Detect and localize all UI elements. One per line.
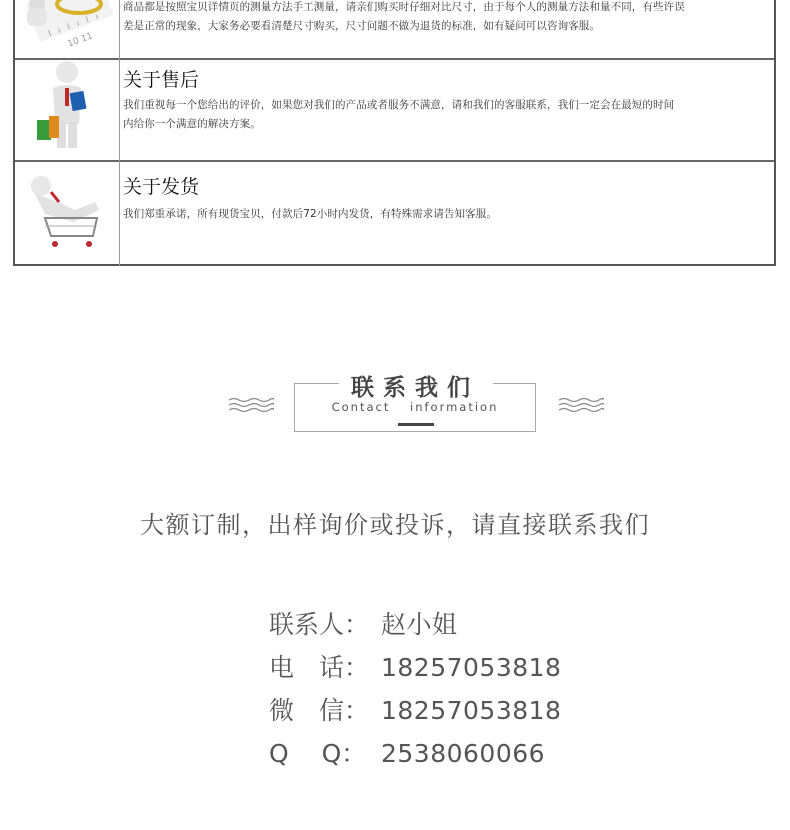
policy-text-line: 差是正常的现象，大家务必要看清楚尺寸购买，尺寸问题不做为退货的标准，如有疑问可以咨询客服。: [123, 20, 600, 32]
policy-row-shipping: [15, 160, 774, 266]
contact-line-qq: [269, 732, 561, 775]
contact-slogan: 大额订制，出样询价或投诉，请直接联系我们: [140, 511, 650, 539]
policy-title: 关于售后: [123, 69, 200, 91]
policy-text-line: 内给你一个满意的解决方案。: [123, 118, 261, 130]
contact-line-person: [269, 603, 561, 646]
contact-value[interactable]: 18257053818: [381, 696, 562, 725]
svg-text:10 11: 10 11: [66, 31, 95, 50]
contact-line-wechat: [269, 689, 561, 732]
policy-content: [123, 58, 768, 134]
contact-value[interactable]: 2538060066: [381, 739, 546, 768]
title-underline-bar: [398, 423, 434, 426]
policy-text-line: 我们郑重承诺，所有现货宝贝，付款后72小时内发货，有特殊需求请告知客服。: [123, 208, 497, 220]
cart-figure-icon: [15, 160, 120, 266]
contact-subtitle: Contact information: [331, 400, 499, 414]
contact-label: 电 话：: [269, 653, 370, 682]
policy-content: [123, 160, 768, 224]
contact-label: 微 信：: [269, 696, 370, 725]
policy-content: [123, 0, 768, 36]
contact-header: [0, 360, 790, 450]
wave-left-icon: [228, 397, 274, 413]
policy-text-line: 商品都是按照宝贝详情页的测量方法手工测量，请亲们购买时仔细对比尺寸，由于每个人的测量方法和量不同，有些许误: [123, 1, 685, 13]
contact-list: [269, 603, 561, 775]
wave-right-icon: [558, 397, 604, 413]
policy-table: [13, 0, 776, 266]
contact-label: Q Q：: [269, 739, 367, 768]
shopper-figure-icon: [15, 58, 120, 160]
contact-title-box: [294, 375, 536, 432]
contact-title: 联系我们: [351, 375, 479, 401]
policy-row-measurement: [15, 0, 774, 60]
ruler-magnifier-icon: [15, 0, 120, 58]
contact-label: 联系人：: [269, 610, 370, 639]
contact-value[interactable]: 18257053818: [381, 653, 562, 682]
contact-line-phone: [269, 646, 561, 689]
contact-value: 赵小姐: [381, 610, 458, 639]
policy-row-after-sales: [15, 58, 774, 162]
policy-title: 关于发货: [123, 176, 200, 198]
policy-text-line: 我们重视每一个您给出的评价，如果您对我们的产品或者服务不满意，请和我们的客服联系，我们一定会在最短的时间: [123, 99, 675, 111]
